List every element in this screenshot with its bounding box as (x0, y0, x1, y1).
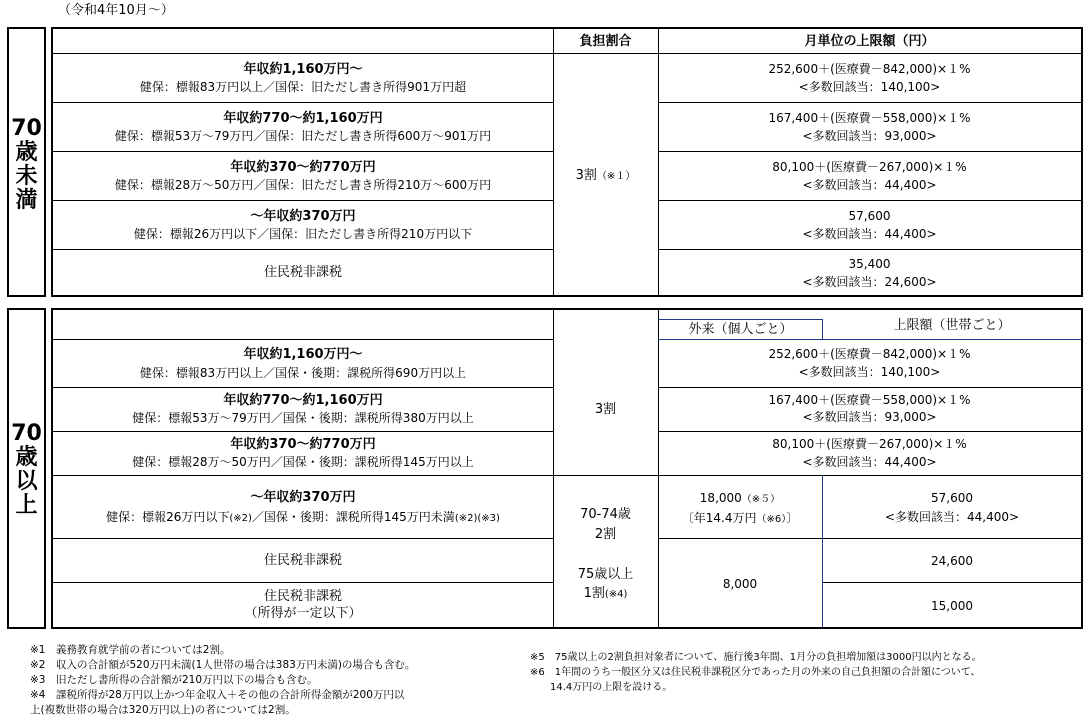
under70-burden-note: （※１） (596, 171, 636, 182)
outpatient-cap-2-value: 年14.4万円 (693, 511, 757, 525)
under70-row-3-detail: 健保：標報26万円以下／国保：旧ただし書き所得210万円以下 (133, 227, 473, 241)
note-left-0: ※1 義務教育就学前の者については2割。 (30, 644, 231, 656)
under70-row-4-cap1: 35,400 (848, 257, 891, 271)
under70-row-0-title: 年収約1,160万円～ (243, 62, 363, 77)
period-label: （令和4年10月～） (58, 3, 174, 18)
header-household-cap: 上限額（世帯ごと） (893, 318, 1011, 333)
low-income-detail-b: ／国保・後期：課税所得145万円未満 (251, 510, 455, 524)
over70-low-income-detail (53, 511, 553, 524)
over70-side-label-box (7, 308, 46, 629)
outpatient-cap-2-close: 〕 (786, 511, 799, 525)
over70-row-2-cap1: 80,100＋(医療費－267,000)×１% (772, 437, 967, 451)
over70-row-0-detail: 健保：標報83万円以上／国保・後期：課税所得690万円以上 (139, 366, 467, 380)
outpatient-cap-1 (658, 492, 822, 505)
over70-row-1-title: 年収約770～約1,160万円 (223, 393, 383, 408)
low-income-detail-a: 健保：標報26万円以下 (106, 510, 230, 524)
outpatient-cap-2 (658, 512, 822, 525)
under70-row-3-cap1: 57,600 (848, 209, 891, 223)
burden-75-note: (※4) (604, 589, 628, 600)
under70-row-1-cap2: <多数回該当：93,000> (802, 129, 937, 143)
note-left-2: ※3 旧ただし書所得の合計額が210万円以下の場合も含む。 (30, 674, 318, 686)
under70-burden-rate: 3割 (575, 168, 597, 183)
under70-row-2-title: 年収約370～約770万円 (230, 160, 376, 175)
over70-row-0-title: 年収約1,160万円～ (243, 347, 363, 362)
over70-row-1-detail: 健保：標報53万～79万円／国保・後期：課税所得380万円以上 (132, 411, 474, 425)
under70-side-label-1: 歳 (15, 140, 38, 165)
over70-low-income-title: ～年収約370万円 (250, 490, 356, 505)
under70-row-3-cap2: <多数回該当：44,400> (802, 227, 937, 241)
low-income-note-b: (※2)(※3) (454, 513, 500, 524)
over70-row-1-cap2: <多数回該当：93,000> (802, 410, 937, 424)
under70-row-2-detail: 健保：標報28万～50万円／国保：旧ただし書き所得210万～600万円 (114, 178, 492, 192)
over70-tax-exempt-low-title1: 住民税非課税 (263, 589, 342, 604)
under70-side-label-3: 満 (15, 188, 38, 213)
note-right-1: ※6 1年間のうち一般区分又は住民税非課税区分であった月の外来の自己負担額の合計額について、 (530, 667, 981, 678)
household-tax-exempt: 24,600 (931, 554, 973, 568)
burden-75-rate: 1割 (583, 586, 605, 601)
under70-burden (553, 169, 658, 182)
outpatient-cap-2-open: 〔 (681, 511, 694, 525)
outpatient-cap-2-note: （※6） (756, 514, 787, 525)
household-cap-2: <多数回該当：44,400> (884, 510, 1020, 524)
under70-row-0-cap1: 252,600＋(医療費－842,000)×１% (768, 62, 971, 76)
household-tax-exempt-low: 15,000 (931, 599, 973, 613)
burden-70-74: 70-74歳 (580, 507, 631, 522)
under70-side-label-box (7, 27, 46, 297)
under70-row-1-title: 年収約770～約1,160万円 (223, 111, 383, 126)
under70-row-2-cap2: <多数回該当：44,400> (802, 178, 937, 192)
over70-row-0-cap2: <多数回該当：140,100> (798, 365, 941, 379)
over70-row-2-title: 年収約370～約770万円 (230, 437, 376, 452)
header-burden: 負担割合 (579, 34, 632, 49)
outpatient-cap-1-note: （※５） (741, 494, 781, 505)
burden-75: 75歳以上 (577, 567, 634, 582)
note-right-2: 14.4万円の上限を設ける。 (530, 682, 673, 693)
note-left-3: ※4 課税所得が28万円以上かつ年金収入＋その他の合計所得金額が200万円以 (30, 689, 405, 701)
under70-row-4-cap2: <多数回該当：24,600> (802, 275, 937, 289)
under70-row-0-cap2: <多数回該当：140,100> (798, 80, 941, 94)
outpatient-cap-1-value: 18,000 (699, 491, 742, 505)
over70-side-label-1: 歳 (15, 445, 38, 470)
under70-row-0-detail: 健保：標報83万円以上／国保：旧ただし書き所得901万円超 (139, 80, 467, 94)
header-monthly-cap: 月単位の上限額（円） (804, 34, 935, 49)
under70-row-3-title: ～年収約370万円 (250, 209, 356, 224)
over70-row-1-cap1: 167,400＋(医療費－558,000)×１% (768, 393, 971, 407)
outpatient-tax-exempt: 8,000 (722, 577, 758, 591)
under70-side-label-2: 未 (15, 164, 38, 189)
header-outpatient: 外来（個人ごと） (688, 322, 793, 337)
over70-side-label-2: 以 (15, 469, 38, 494)
note-left-1: ※2 収入の合計額が520万円未満(1人世帯の場合は383万円未満)の場合も含む。 (30, 659, 416, 671)
under70-row-2-cap1: 80,100＋(医療費－267,000)×１% (772, 160, 967, 174)
under70-table (51, 27, 1083, 297)
over70-row-0-cap1: 252,600＋(医療費－842,000)×１% (768, 347, 971, 361)
over70-row-2-cap2: <多数回該当：44,400> (802, 455, 937, 469)
household-cap-1: 57,600 (931, 491, 973, 505)
over70-tax-exempt-low-title2: （所得が一定以下） (244, 606, 362, 621)
over70-side-label-0: 70 (11, 421, 42, 446)
over70-table (51, 308, 1083, 629)
burden-75-rate-wrap (553, 587, 658, 600)
under70-row-1-cap1: 167,400＋(医療費－558,000)×１% (768, 111, 971, 125)
note-left-4: 上(複数世帯の場合は320万円以上)の者については2割。 (30, 704, 296, 716)
under70-row-4-title: 住民税非課税 (263, 265, 342, 280)
note-right-0: ※5 75歳以上の2割負担対象者について、施行後3年間、1月分の負担増加額は3000円以内となる。 (530, 652, 982, 663)
over70-burden-top: 3割 (594, 402, 617, 417)
under70-side-label-0: 70 (11, 116, 42, 141)
burden-70-74-rate: 2割 (594, 527, 617, 542)
low-income-note-a: (※2) (229, 513, 252, 524)
over70-side-label-3: 上 (15, 493, 38, 518)
over70-tax-exempt-title: 住民税非課税 (263, 553, 342, 568)
over70-row-2-detail: 健保：標報28万～50万円／国保・後期：課税所得145万円以上 (132, 455, 474, 469)
under70-row-1-detail: 健保：標報53万～79万円／国保：旧ただし書き所得600万～901万円 (114, 129, 492, 143)
